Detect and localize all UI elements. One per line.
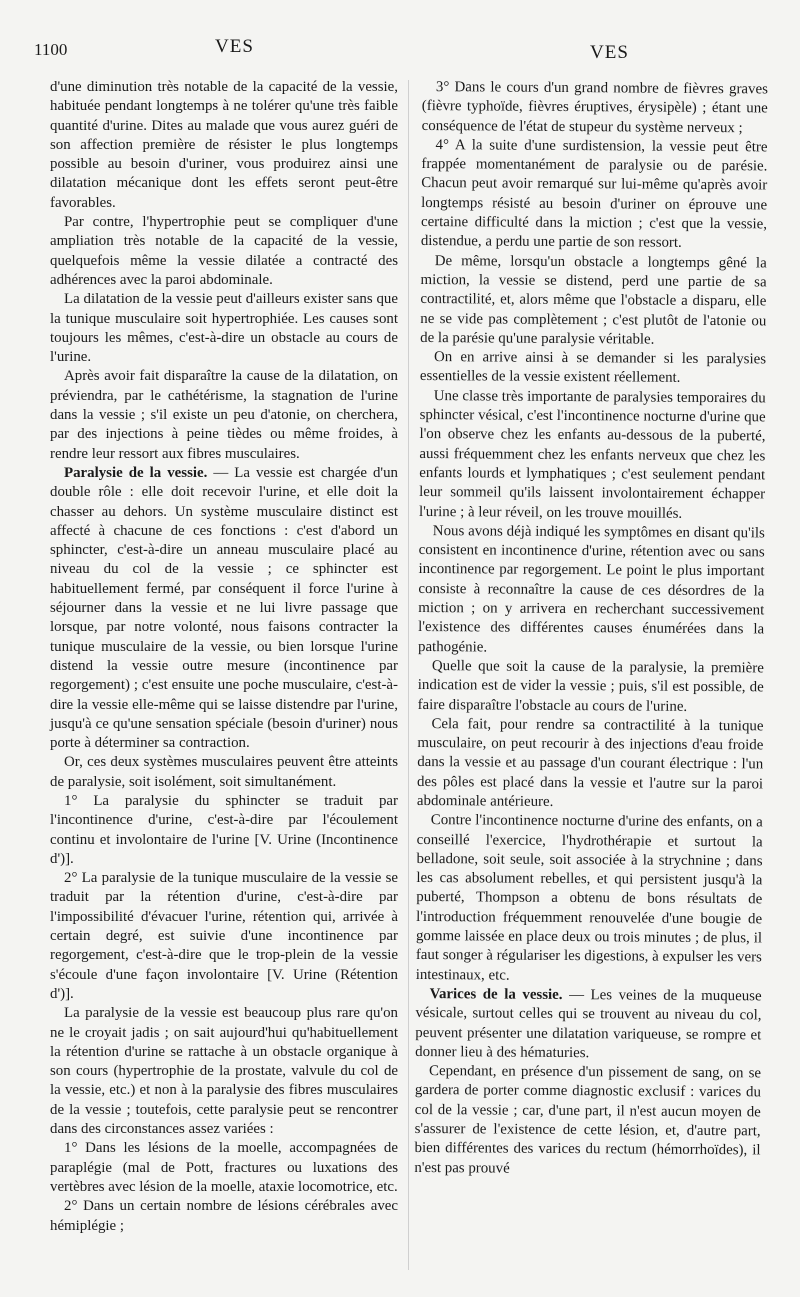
paragraph-text: 2° Dans un certain nombre de lésions cérébrales avec hémiplégie ;	[50, 1198, 398, 1234]
paragraph	[420, 348, 766, 389]
paragraph-text: Or, ces deux systèmes musculaires peuvent être atteints de paralysie, soit isolément, soit simultanément.	[50, 754, 398, 790]
paragraph-text: — Les veines de la muqueuse vésicale, surtout celles qui se trouvent au niveau du col, peuvent présenter une dilatation variqueuse, se rompre et donner lieu à des hématuries.	[415, 986, 762, 1062]
paragraph	[50, 869, 398, 1004]
paragraph-text: Nous avons déjà indiqué les symptômes en disant qu'ils consistent en incontinence d'urine, rétention avec ou sans incontinence par regorgement. Le point le plus important consiste à reconnaître la cause de ces désordres de la miction ; on y arrivera en recherchant successivement l'existence des différentes causes énumérées dans la pathogénie.	[417, 522, 765, 656]
section-heading: Paralysie de la vessie.	[64, 464, 208, 481]
paragraph-text: Quelle que soit la cause de la paralysie, la première indication est de vider la vessie ; puis, s'il est possible, de faire disparaître l'obstacle au cours de l'urine.	[417, 657, 764, 715]
paragraph-text: — La vessie est chargée d'un double rôle : elle doit recevoir l'urine, et elle doit la chasser au dehors. Un système musculaire distinct est affecté à chacune de ces fonctions : c'est d'abord un sphincter, c'est-à-dire un anneau musculaire placé au niveau du col de la vessie ; ce sphincter est habituellement fermé, par conséquent il force l'urine à séjourner dans la vessie et ne lui livre passage que lorsque, par notre volonté, nous faisons contracter la tunique musculaire de la vessie, ou bien lorsque l'urine distend la vessie outre mesure (incontinence par regorgement) ; c'est ensuite une poche musculaire, c'est-à-dire la vessie elle-même qui se laisse distendre par l'urine, jusqu'à ce qu'une sensation spéciale (besoin d'uriner) nous porte à déterminer sa contraction.	[50, 464, 398, 752]
page-header	[0, 30, 800, 70]
paragraph	[422, 78, 768, 138]
paragraph-text: Contre l'incontinence nocturne d'urine des enfants, on a conseillé l'exercice, l'hydrothérapie et surtout la belladone, soit seule, soit associée à la strychnine ; dans les cas absolument rebelles, et qui persistent jusqu'à la puberté, Thompson a obtenu de bons résultats de l'introduction fréquemment renouvelée d'une bougie de gomme laissée en place deux ou trois minutes ; de plus, il faut songer à régulariser les digestions, à expulser les vers intestinaux, etc.	[415, 812, 763, 984]
paragraph-text: Cependant, en présence d'un pissement de sang, on se gardera de porter comme diagnostic exclusif : varices du col de la vessie ; car, d'une part, il n'est aucun moyen de s'assurer de l'existence de cette lésion, et, d'autre part, bien différentes des varices du rectum (hémorrhoïdes), il n'est pas prouvé	[414, 1063, 762, 1177]
paragraph-text: De même, lorsqu'un obstacle a longtemps gêné la miction, la vessie se distend, perd une partie de sa contractilité, et, alors même que l'obstacle a disparu, elle ne se vide pas complètement ; c'est plutôt de l'atonie ou de la parésie qu'une paralysie véritable.	[420, 252, 767, 348]
paragraph-text: d'une diminution très notable de la capacité de la vessie, habituée pendant longtemps à ne tolérer qu'une très faible quantité d'urine. Dites au malade que vous aurez guéri de son affection première de résister le plus longtemps possible au besoin d'uriner, vous produirez ainsi une dilatation mécanique dont les effets seront peut-être favorables.	[50, 79, 398, 211]
paragraph	[418, 522, 765, 659]
paragraph	[50, 1197, 398, 1236]
paragraph	[421, 136, 768, 254]
paragraph-text: 1° La paralysie du sphincter se traduit par l'incontinence d'urine, c'est-à-dire par l'écoulement continu et involontaire de l'urine [V. Urine (Incontinence d')].	[50, 792, 398, 867]
paragraph	[416, 811, 763, 987]
paragraph	[415, 985, 762, 1065]
paragraph-text: Après avoir fait disparaître la cause de la dilatation, on préviendra, par le cathétérisme, la stagnation de l'urine dans la vessie ; s'il existe un peu d'atonie, on cherchera, par des injections à peine tièdes ou même froides, à rendre leur ressort aux fibres musculaires.	[50, 368, 398, 462]
paragraph	[50, 1139, 398, 1197]
paragraph	[50, 367, 398, 463]
paragraph-text: La dilatation de la vessie peut d'ailleurs exister sans que la tunique musculaire soit hypertrophiée. Les causes sont toujours les mêmes, c'est-à-dire un obstacle au cours de l'urine.	[50, 291, 398, 366]
page-number: 1100	[34, 40, 68, 59]
paragraph	[50, 1004, 398, 1139]
paragraph-text: 2° La paralysie de la tunique musculaire de la vessie se traduit par la rétention d'urine, c'est-à-dire par l'impossibilité d'évacuer l'urine, rétention qui, arrivée à certain degré, est suivie d'une incontinence par regorgement, c'est-à-dire que le trop-plein de la vessie s'écoule d'une façon involontaire [V. Urine (Rétention d')].	[50, 870, 398, 1002]
paragraph	[418, 657, 764, 717]
paragraph-text: 4° A la suite d'une surdistension, la vessie peut être frappée momentanément de paralysie ou de parésie. Chacun peut avoir remarqué sur lui-même qu'après avoir longtemps résisté au besoin d'uriner on éprouve une certaine difficulté dans la miction ; c'est que la vessie, distendue, a perdu une partie de son ressort.	[420, 136, 768, 252]
right-column	[414, 78, 768, 1180]
paragraph	[50, 464, 398, 753]
paragraph	[420, 252, 767, 351]
paragraph-text: 1° Dans les lésions de la moelle, accompagnées de paraplégie (mal de Pott, fractures ou luxations des vertèbres avec lésion de la moelle, ataxie locomotrice, etc.	[50, 1140, 398, 1195]
paragraph	[50, 792, 398, 869]
paragraph	[414, 1062, 761, 1180]
running-head-right: VES	[590, 42, 629, 63]
paragraph	[50, 290, 398, 367]
paragraph	[50, 78, 398, 213]
paragraph-text: La paralysie de la vessie est beaucoup plus rare qu'on ne le croyait jadis ; on sait aujourd'hui qu'habituellement la rétention d'urine se rattache à un obstacle organique à son cours (hypertrophie de la prostate, valvule du col de la vessie, etc.) et non à la paralysie des fibres musculaires de la vessie ; toutefois, cette paralysie peut se rencontrer dans des circonstances assez variées :	[50, 1005, 398, 1138]
paragraph	[417, 715, 764, 814]
paragraph-text: On en arrive ainsi à se demander si les paralysies essentielles de la vessie existent réellement.	[419, 349, 767, 387]
section-heading: Varices de la vessie.	[429, 986, 563, 1003]
paragraph-text: Une classe très importante de paralysies temporaires du sphincter vésical, c'est l'incontinence nocturne d'urine que l'on observe chez les enfants au-dessous de la puberté, aussi fréquemment chez les enfants nerveux que chez les enfants lourds et lymphatiques ; c'est seulement pendant leur sommeil qu'ils laissent involontairement échapper l'urine ; à leur réveil, on les trouve mouillés.	[418, 387, 766, 522]
paragraph	[50, 213, 398, 290]
paragraph	[419, 387, 766, 524]
left-column	[50, 78, 398, 1236]
paragraph-text: Cela fait, pour rendre sa contractilité à la tunique musculaire, on peut recourir à des injections d'eau froide dans la vessie et au passage d'un courant électrique : l'un des pôles est placé dans la vessie et l'autre sur la paroi abdominale antérieure.	[416, 715, 764, 810]
paragraph-text: 3° Dans le cours d'un grand nombre de fièvres graves (fièvre typhoïde, fièvres éruptives, érysipèle) ; étant une conséquence de l'état de stupeur du système nerveux ;	[421, 79, 768, 136]
paragraph-text: Par contre, l'hypertrophie peut se compliquer d'une ampliation très notable de la capacité de la vessie, quelquefois même la vessie dilatée a contracté des adhérences avec la paroi abdominale.	[50, 214, 398, 288]
column-divider	[408, 80, 409, 1270]
running-head-left: VES	[215, 36, 254, 57]
paragraph	[50, 753, 398, 792]
